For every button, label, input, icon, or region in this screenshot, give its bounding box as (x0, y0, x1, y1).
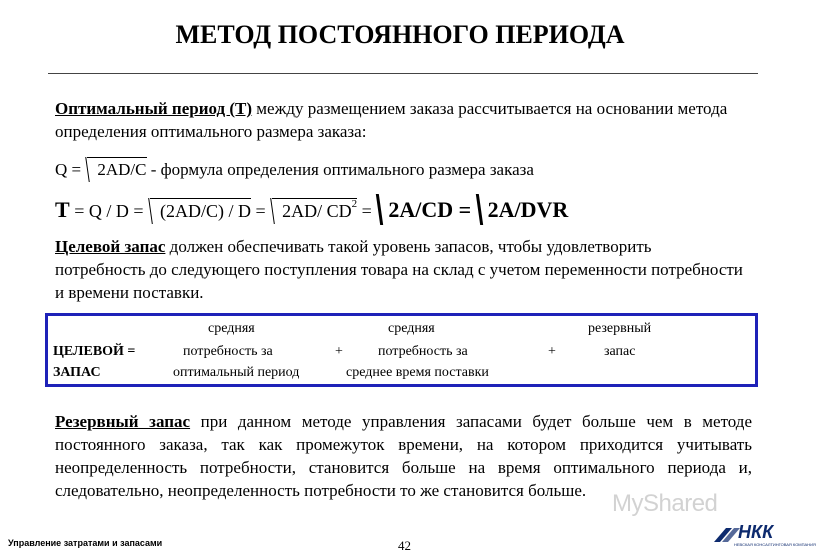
page-title: МЕТОД ПОСТОЯННОГО ПЕРИОДА (175, 20, 625, 49)
target-text: должен обеспечивать такой уровень запасов, чтобы удовлетворить потребность до следующего поступления товара на склад с учетом переменности потребности и времени поставки. (55, 237, 743, 302)
box-row2-plus2: + (548, 344, 556, 359)
target-lead: Целевой запас (55, 237, 166, 256)
title-divider (48, 73, 758, 74)
formula-t-root1 (150, 201, 251, 222)
box-row2-col1: потребность за (183, 344, 273, 359)
box-row1-col3: резервный (588, 321, 652, 336)
formula-t-symbol: Т (55, 197, 70, 222)
formula-q-root (87, 160, 146, 180)
logo-subtitle: НЕВСКАЯ КОНСАЛТИНГОВАЯ КОМПАНИЯ (734, 542, 816, 547)
formula-q (55, 160, 534, 180)
box-row2-col3: запас (604, 344, 636, 359)
reserve-text: при данном методе управления запасами будет больше чем в методе постоянного заказа, так как промежуток времени, на котором приходится учитывать неопределенность потребности, становится больше на время оптимального периода и, следовательно, неопределенность потребности то же становится больше. (55, 412, 752, 500)
box-row2-col2: потребность за (378, 344, 468, 359)
target-formula-box (45, 313, 758, 387)
reserve-paragraph (55, 410, 752, 502)
watermark: MyShared (612, 490, 718, 517)
reserve-lead: Резервный запас (55, 412, 191, 431)
formula-t-part1: = Q / D = (69, 201, 148, 221)
box-row1-col2: средняя (388, 321, 435, 336)
formula-t-part3: = (357, 201, 377, 221)
box-row3-label: ЗАПАС (53, 365, 101, 380)
formula-q-radicand: 2AD/C (97, 160, 147, 179)
intro-text: между размещением заказа рассчитывается на основании метода определения оптимального размера заказа: (55, 99, 728, 141)
box-row3-col1: оптимальный период (173, 365, 300, 380)
formula-t-root3 (378, 197, 471, 223)
formula-t-root4 (478, 197, 569, 223)
target-paragraph (55, 235, 745, 304)
formula-q-suffix: - формула определения оптимального размера заказа (146, 160, 534, 179)
intro-paragraph (55, 97, 745, 143)
box-row2-label: ЦЕЛЕВОЙ = (53, 344, 136, 359)
formula-t-exponent: 2 (351, 198, 358, 210)
box-row2-plus1: + (335, 344, 343, 359)
formula-t-radicand3: 2A/CD = (388, 197, 472, 222)
footer-course-title: Управление затратами и запасами (8, 538, 163, 548)
company-logo (712, 522, 816, 550)
formula-t-radicand4: 2A/DVR (487, 197, 569, 222)
box-row3-col2: среднее время поставки (346, 365, 489, 380)
formula-t-root2 (272, 198, 358, 222)
box-row1-col1: средняя (208, 321, 255, 336)
formula-t-radicand1: (2AD/C) / D (160, 201, 251, 221)
logo-text: НКК (738, 522, 774, 542)
formula-q-prefix: Q = (55, 160, 82, 179)
page-number: 42 (398, 538, 411, 553)
formula-t-radicand2: 2AD/ CD (282, 201, 352, 221)
formula-t-part2: = (251, 201, 271, 221)
intro-lead: Оптимальный период (Т) (55, 99, 253, 118)
formula-t (55, 197, 568, 223)
